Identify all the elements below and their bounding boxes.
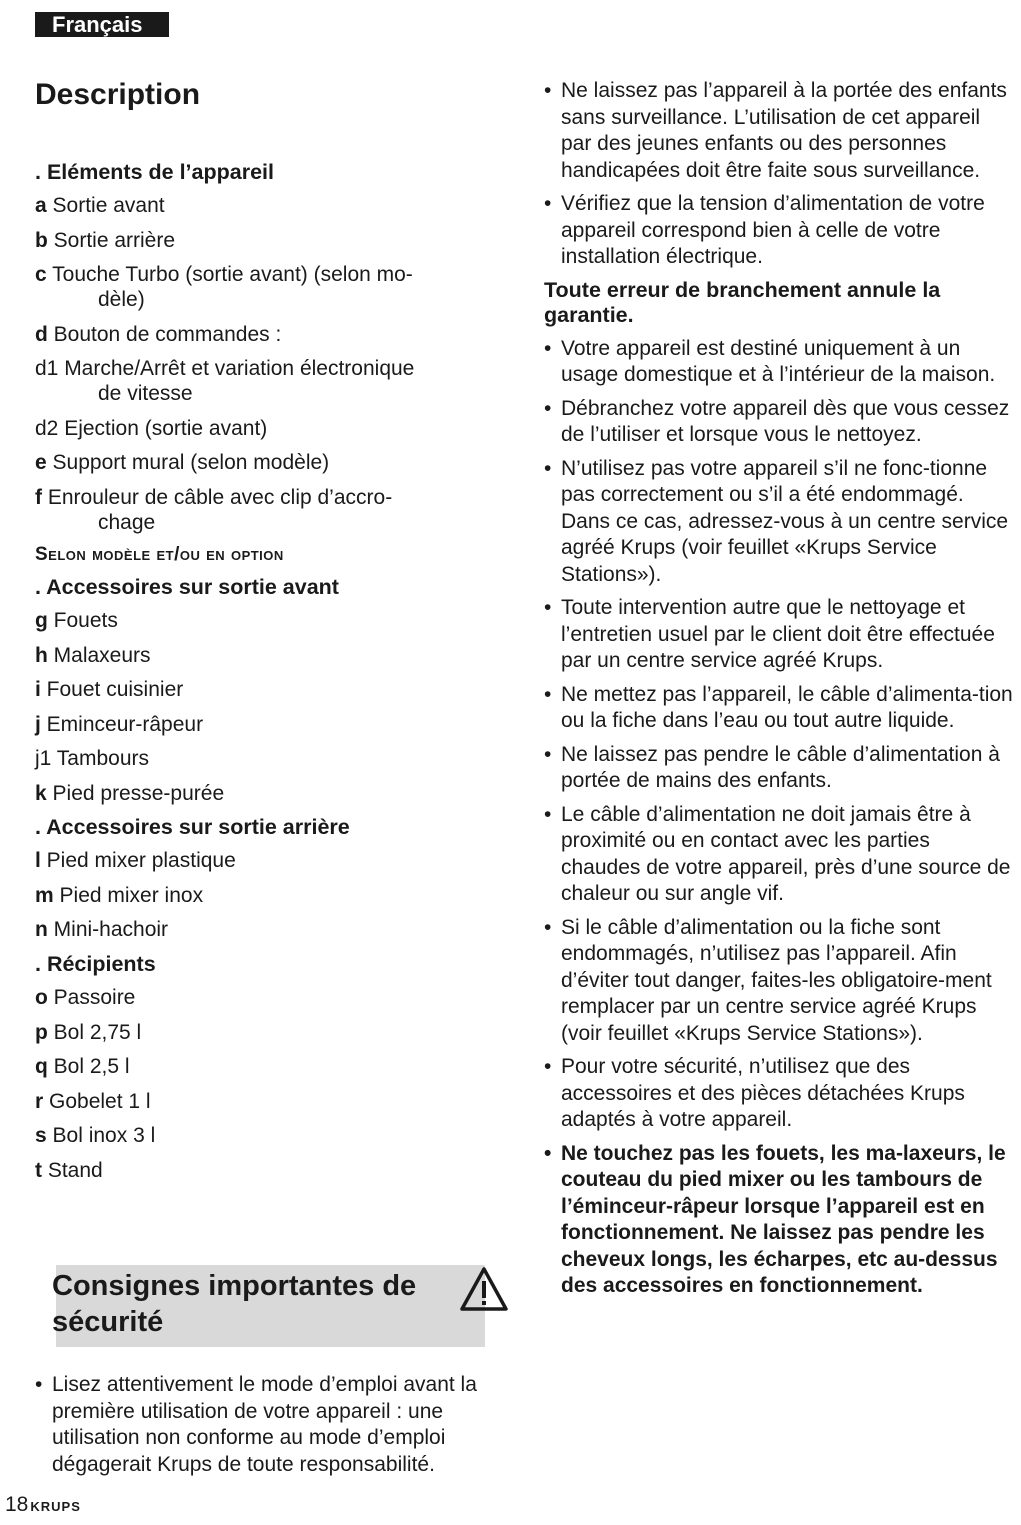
list-item (35, 416, 505, 441)
safety-bullet: • Ne laissez pas pendre le câble d’alimentation à portée de mains des enfants. (544, 742, 1014, 795)
list-item (35, 262, 505, 312)
list-item (35, 883, 505, 908)
list-item (35, 917, 505, 942)
list-item (35, 848, 505, 873)
item-letter: g (35, 609, 48, 632)
item-text: Pied presse-purée (46, 781, 225, 805)
item-text-continued: de vitesse (98, 382, 193, 405)
item-letter: k (35, 781, 47, 805)
item-letter: o (35, 986, 48, 1009)
item-text: Bol 2,75 l (47, 1020, 142, 1044)
rear-accessories-list (35, 848, 505, 942)
list-item (35, 1158, 505, 1183)
safety-bullet: • Le câble d’alimentation ne doit jamais être à proximité ou en contact avec les parties chaudes de votre appareil, près d’une source de chaleur ou sur angle vif. (544, 802, 1014, 908)
safety-bullet: • Si le câble d’alimentation ou la fiche sont endommagés, n’utilisez pas l’appareil. Afin d’éviter tout danger, faites-les obligatoire-ment remplacer par un centre service agréé Krups (voir feuillet «Krups Service Stations»). (544, 915, 1014, 1048)
safety-bullet-read-manual: • Lisez attentivement le mode d’emploi avant la première utilisation de votre appareil : une utilisation non conforme au mode d’emploi dégagerait Krups de toute responsabilité. (35, 1372, 522, 1478)
item-text: Bol 2,5 l (47, 1055, 130, 1078)
safety-bullet: • Vérifiez que la tension d’alimentation de votre appareil correspond bien à celle de votre installation électrique. (544, 191, 1014, 271)
rear-accessories-heading: . Accessoires sur sortie arrière (35, 815, 350, 839)
item-text: d1 Marche/Arrêt et variation électronique (35, 357, 415, 380)
containers-list (35, 985, 505, 1183)
list-item (35, 985, 505, 1010)
safety-column (544, 78, 1014, 1307)
warranty-heading: Toute erreur de branchement annule la garantie. (544, 277, 941, 327)
item-letter: i (35, 678, 41, 701)
front-accessories-list (35, 608, 505, 806)
item-text: Bol inox 3 l (46, 1124, 156, 1147)
item-letter: d (35, 322, 48, 346)
list-item (35, 608, 505, 633)
warning-triangle-icon (459, 1266, 509, 1312)
list-item (35, 193, 505, 218)
list-item (35, 781, 505, 806)
list-item (35, 322, 505, 347)
item-text: Bouton de commandes : (47, 322, 282, 346)
list-item (35, 450, 505, 475)
item-letter: m (35, 883, 54, 907)
page-number: 18 (5, 1493, 29, 1516)
safety-bullet: • Votre appareil est destiné uniquement à un usage domestique et à l’intérieur de la maison. (544, 336, 1014, 389)
item-letter: j (35, 712, 41, 736)
list-item (35, 746, 505, 771)
containers-heading: . Récipients (35, 952, 156, 976)
item-letter: q (35, 1055, 48, 1078)
list-item (35, 485, 505, 535)
item-text: d2 Ejection (sortie avant) (35, 416, 268, 440)
item-text: j1 Tambours (35, 747, 150, 770)
item-text: Sortie avant (46, 194, 165, 217)
item-letter: l (35, 849, 41, 872)
brand-logo: KRUPS (30, 1499, 81, 1514)
safety-bullet: • Toute intervention autre que le nettoyage et l’entretien usuel par le client doit être effectuée par un centre service agréé Krups. (544, 595, 1014, 675)
item-text: Eminceur-râpeur (40, 712, 204, 736)
item-text: Stand (42, 1158, 103, 1182)
list-item (35, 712, 505, 737)
safety-bullet: • Ne mettez pas l’appareil, le câble d’alimenta-tion ou la fiche dans l’eau ou tout autre liquide. (544, 682, 1014, 735)
front-accessories-heading: . Accessoires sur sortie avant (35, 575, 339, 599)
item-letter: t (35, 1158, 42, 1182)
item-letter: s (35, 1124, 47, 1147)
item-text: Pied mixer plastique (40, 849, 236, 872)
description-column (35, 78, 505, 1192)
list-item (35, 643, 505, 668)
item-text: Fouets (47, 609, 118, 632)
item-letter: e (35, 451, 47, 474)
list-item (35, 1089, 505, 1114)
list-item (35, 1123, 505, 1148)
item-text-continued: chage (98, 510, 156, 534)
item-letter: h (35, 643, 48, 667)
page-footer (5, 1493, 81, 1517)
item-letter: f (35, 485, 42, 509)
elements-list (35, 193, 505, 535)
list-item (35, 677, 505, 702)
item-letter: a (35, 194, 47, 217)
option-heading: Selon modèle et/ou en option (35, 544, 284, 565)
item-letter: r (35, 1089, 44, 1113)
item-text: Pied mixer inox (53, 883, 204, 907)
item-text: Malaxeurs (47, 643, 151, 667)
language-tag: Français (35, 12, 169, 37)
item-text: Gobelet 1 l (43, 1089, 151, 1113)
item-text: Support mural (selon modèle) (46, 451, 330, 474)
item-text-continued: dèle) (98, 288, 145, 311)
safety-bullet: • Pour votre sécurité, n’utilisez que des accessoires et des pièces détachées Krups adaptés à votre appareil. (544, 1054, 1014, 1134)
item-letter: c (35, 263, 47, 286)
safety-bullet: • Débranchez votre appareil dès que vous cessez de l’utiliser et lorsque vous le nettoyez. (544, 396, 1014, 449)
list-item (35, 1054, 505, 1079)
item-letter: p (35, 1020, 48, 1044)
description-title: Description (35, 78, 201, 111)
item-text: Touche Turbo (sortie avant) (selon mo- (46, 263, 413, 286)
list-item (35, 228, 505, 253)
item-text: Enrouleur de câble avec clip d’accro- (42, 485, 393, 509)
item-letter: n (35, 918, 48, 941)
safety-bullet: • N’utilisez pas votre appareil s’il ne fonc-tionne pas correctement ou s’il a été endommagé. Dans ce cas, adressez-vous à un centre service agréé Krups (voir feuillet «Krups Service Stations»). (544, 456, 1014, 589)
elements-heading: . Eléments de l’appareil (35, 160, 274, 184)
list-item (35, 356, 505, 406)
item-text: Passoire (47, 986, 136, 1009)
item-letter: b (35, 228, 48, 252)
item-text: Mini-hachoir (47, 918, 169, 941)
safety-bullet-bold-warning: • Ne touchez pas les fouets, les ma-laxeurs, le couteau du pied mixer ou les tambours de l’éminceur-râpeur lorsque l’appareil est en fonctionnement. Ne laissez pas pendre les cheveux longs, les écharpes, etc au-dessus des accessoires en fonctionnement. (544, 1141, 1014, 1300)
list-item (35, 1020, 505, 1045)
safety-bullet: • Ne laissez pas l’appareil à la portée des enfants sans surveillance. L’utilisation de cet appareil par des jeunes enfants ou des personnes handicapées doit être faite sous surveillance. (544, 78, 1014, 184)
safety-title: Consignes importantes de sécurité (52, 1270, 417, 1338)
item-text: Sortie arrière (47, 228, 176, 252)
item-text: Fouet cuisinier (40, 678, 184, 701)
